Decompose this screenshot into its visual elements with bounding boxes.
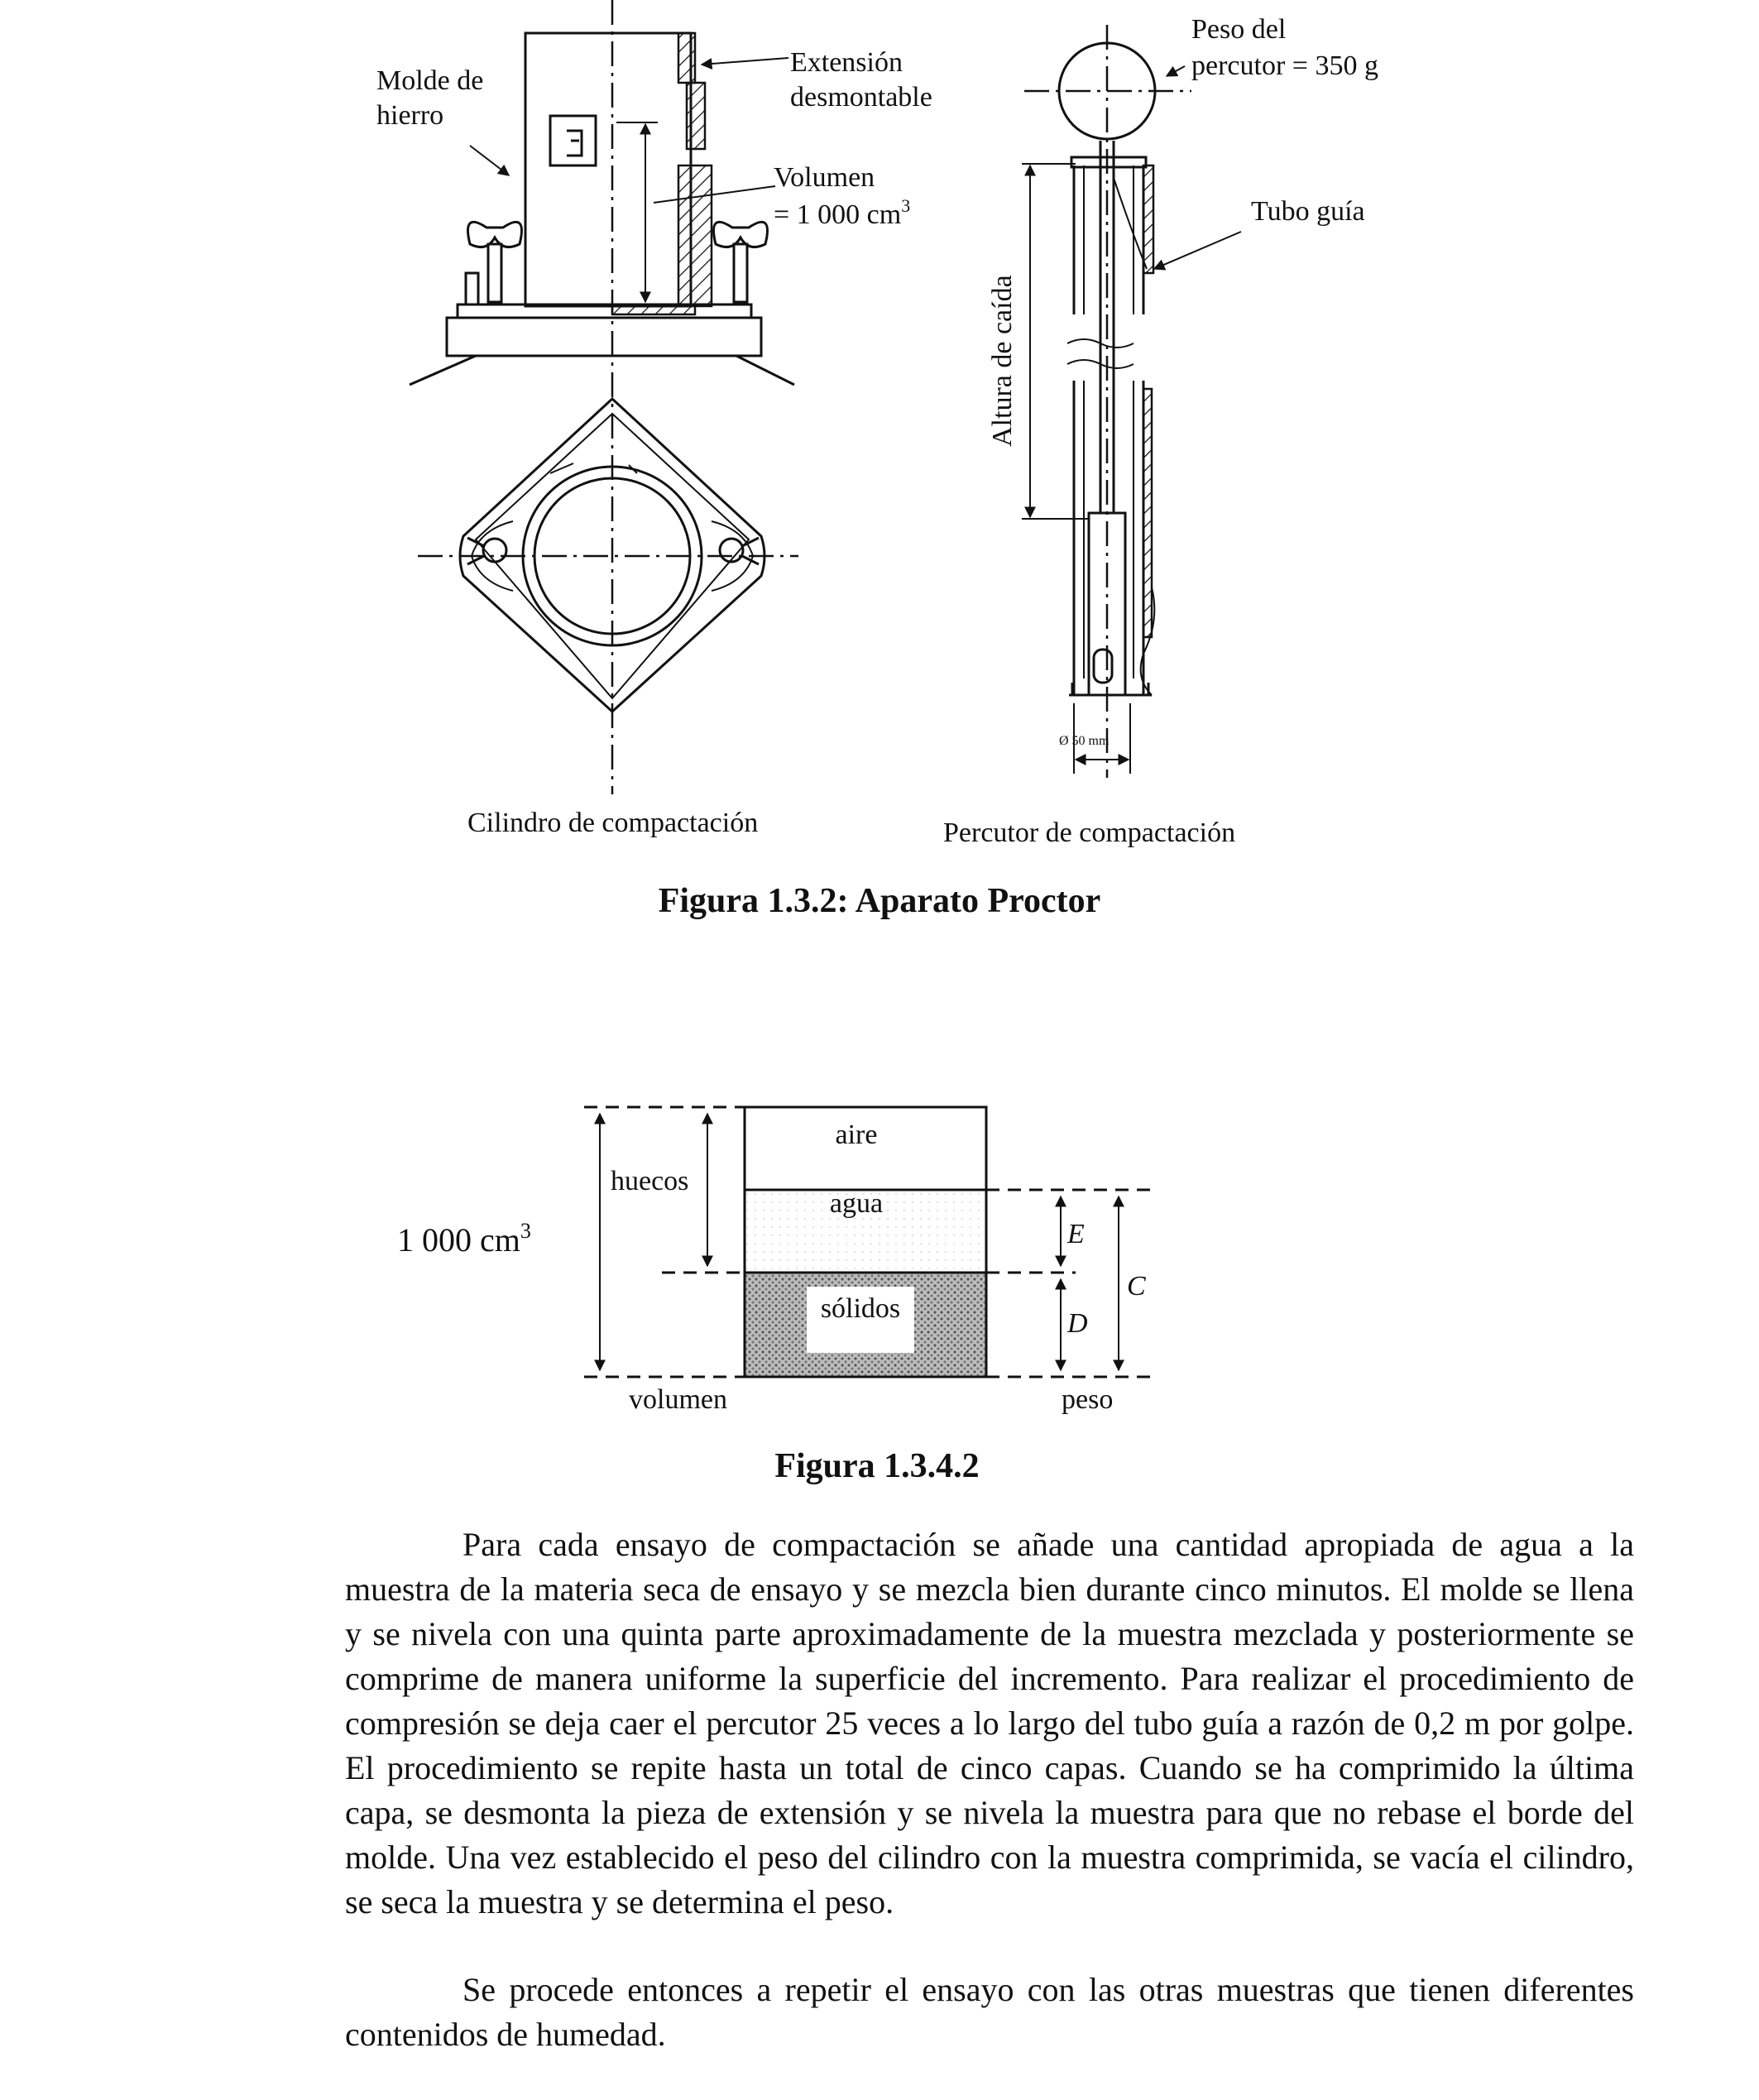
subcaption-percutor: Percutor de compactación [943,817,1236,848]
wing-nut-right-icon [714,222,768,302]
label-volumen-line1: Volumen [774,162,875,193]
label-extension-line2: desmontable [790,82,932,113]
paragraph-1: Para cada ensayo de compactación se añade una cantidad apropiada de agua a la muestra de la materia seca de ensayo y se mezcla bien durante cinco minutos. El molde se llena y se nivela con una quinta parte aproximadamente de la muestra mezclada y posteriormente se comprime de manera uniforme la superficie del incremento. Para realizar el procedimiento de compresión se deja caer el percutor 25 veces a lo largo del tubo guía a razón de 0,2 m por golpe. El procedimiento se repite hasta un total de cinco capas. Cuando se ha comprimido la última capa, se desmonta la pieza de extensión y se nivela la muestra para que no rebase el borde del molde. Una vez establecido el peso del cilindro con la muestra comprimida, se vacía el cilindro, se seca la muestra y se determina el peso. [345,1526,1634,1920]
label-huecos: huecos [611,1166,689,1196]
label-peso-axis: peso [1062,1384,1114,1415]
wing-nut-left-icon [466,222,522,304]
label-solidos: sólidos [820,1293,901,1324]
compaction-hammer-drawing [1022,25,1241,778]
label-E: E [1067,1219,1085,1249]
body-text [345,1522,1634,2100]
label-diametro: Ø 50 mm [1059,734,1110,748]
figure-2-caption: Figura 1.3.4.2 [774,1447,980,1485]
label-D: D [1067,1308,1088,1339]
label-total-volume [397,1219,531,1259]
label-total-volume-exponent: 3 [520,1219,531,1243]
paragraph-2: Se procede entonces a repetir el ensayo con las otras muestras que tienen diferentes contenidos de humedad. [345,1971,1634,2053]
figure-1-caption: Figura 1.3.2: Aparato Proctor [658,882,1101,920]
label-volumen-axis: volumen [629,1384,727,1415]
label-volumen-exponent: 3 [901,195,911,216]
label-agua: agua [829,1188,884,1219]
label-volumen-value: = 1 000 cm [774,199,902,230]
compaction-cylinder-drawing [410,0,798,794]
label-volumen-line2 [774,195,910,230]
label-total-volume-value: 1 000 cm [397,1221,520,1259]
label-extension-line1: Extensión [790,47,903,78]
label-molde-line1: Molde de [376,65,484,96]
label-molde-line2: hierro [376,100,444,131]
label-altura-caida: Altura de caída [987,275,1018,447]
subcaption-cilindro: Cilindro de compactación [467,808,759,838]
label-aire: aire [835,1120,878,1150]
label-C: C [1127,1271,1146,1302]
label-peso-line1: Peso del [1191,14,1287,45]
label-tubo-guia: Tubo guía [1251,196,1365,227]
label-peso-line2: percutor = 350 g [1191,50,1378,81]
